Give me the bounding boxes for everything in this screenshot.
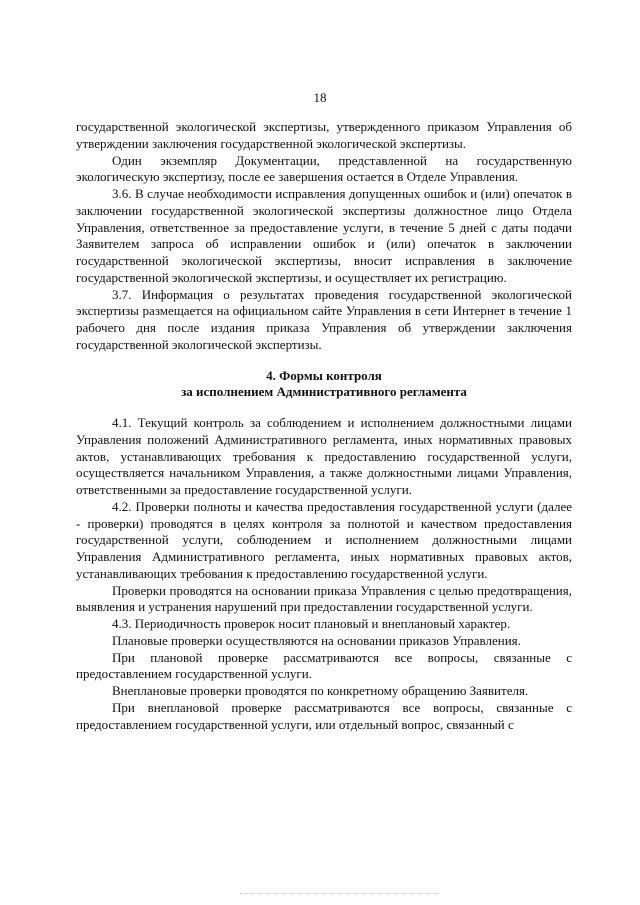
page-body xyxy=(76,119,572,733)
page-number: 18 xyxy=(313,90,327,105)
paragraph: Проверки проводятся на основании приказа Управления с целью предотвращения, выявления и устранения нарушений при предоставлении государственной услуги. xyxy=(76,582,572,615)
scan-edge-mark xyxy=(240,893,440,894)
section-3-continuation xyxy=(76,119,572,354)
section-heading-line-2: за исполнением Административного регламента xyxy=(181,384,467,400)
section-heading-line-1: 4. Формы контроля xyxy=(266,367,382,383)
paragraph: 3.6. В случае необходимости исправления допущенных ошибок и (или) опечаток в заключении государственной экологической экспертизы должностное лицо Отдела Управления, ответственное за предоставление услуги, в течение 5 дней с даты подачи Заявителем запроса об исправлении ошибок и (или) опечаток в заключении государственной экологической экспертизы, вносит исправления в заключение государственной экологической экспертизы, и осуществляет их регистрацию. xyxy=(76,186,572,285)
paragraph: 3.7. Информация о результатах проведения государственной экологической экспертизы размещается на официальном сайте Управления в сети Интернет в течение 1 рабочего дня после издания приказа Управления об утверждении заключения государственной экологической экспертизы. xyxy=(76,286,572,352)
paragraph: 4.3. Периодичность проверок носит плановый и внеплановый характер. xyxy=(112,616,511,631)
paragraph: Один экземпляр Документации, представленной на государственную экологическую экспертизу, после ее завершения остается в Отделе Управления. xyxy=(76,152,572,185)
section-heading xyxy=(76,368,572,402)
paragraph: Плановые проверки осуществляются на основании приказов Управления. xyxy=(112,632,521,648)
paragraph: При плановой проверке рассматриваются все вопросы, связанные с предоставлением государственной услуги. xyxy=(76,649,572,682)
paragraph: государственной экологической экспертизы, утвержденного приказом Управления об утверждении заключения государственной экологической экспертизы. xyxy=(76,119,572,151)
paragraph: 4.1. Текущий контроль за соблюдением и исполнением должностными лицами Управления положений Административного регламента, иных нормативных правовых актов, устанавливающих требования к предоставлению государственной услуги, осуществляется начальником Управления, а также должностными лицами Управления, ответственными за предоставление государственной услуги. xyxy=(76,415,572,497)
paragraph: При внеплановой проверке рассматриваются все вопросы, связанные с предоставлением государственной услуги, или отдельный вопрос, связанный с xyxy=(76,699,572,732)
paragraph: 4.2. Проверки полноты и качества предоставления государственной услуги (далее - проверки) проводятся в целях контроля за полнотой и качеством предоставления государственной услуги, соблюдением и исполнением должностными лицами Управления Административного регламента, иных нормативных правовых актов, устанавливающих требования к предоставлению государственной услуги. xyxy=(76,498,572,581)
section-4-body xyxy=(76,415,572,733)
paragraph: Внеплановые проверки проводятся по конкретному обращению Заявителя. xyxy=(112,683,529,698)
